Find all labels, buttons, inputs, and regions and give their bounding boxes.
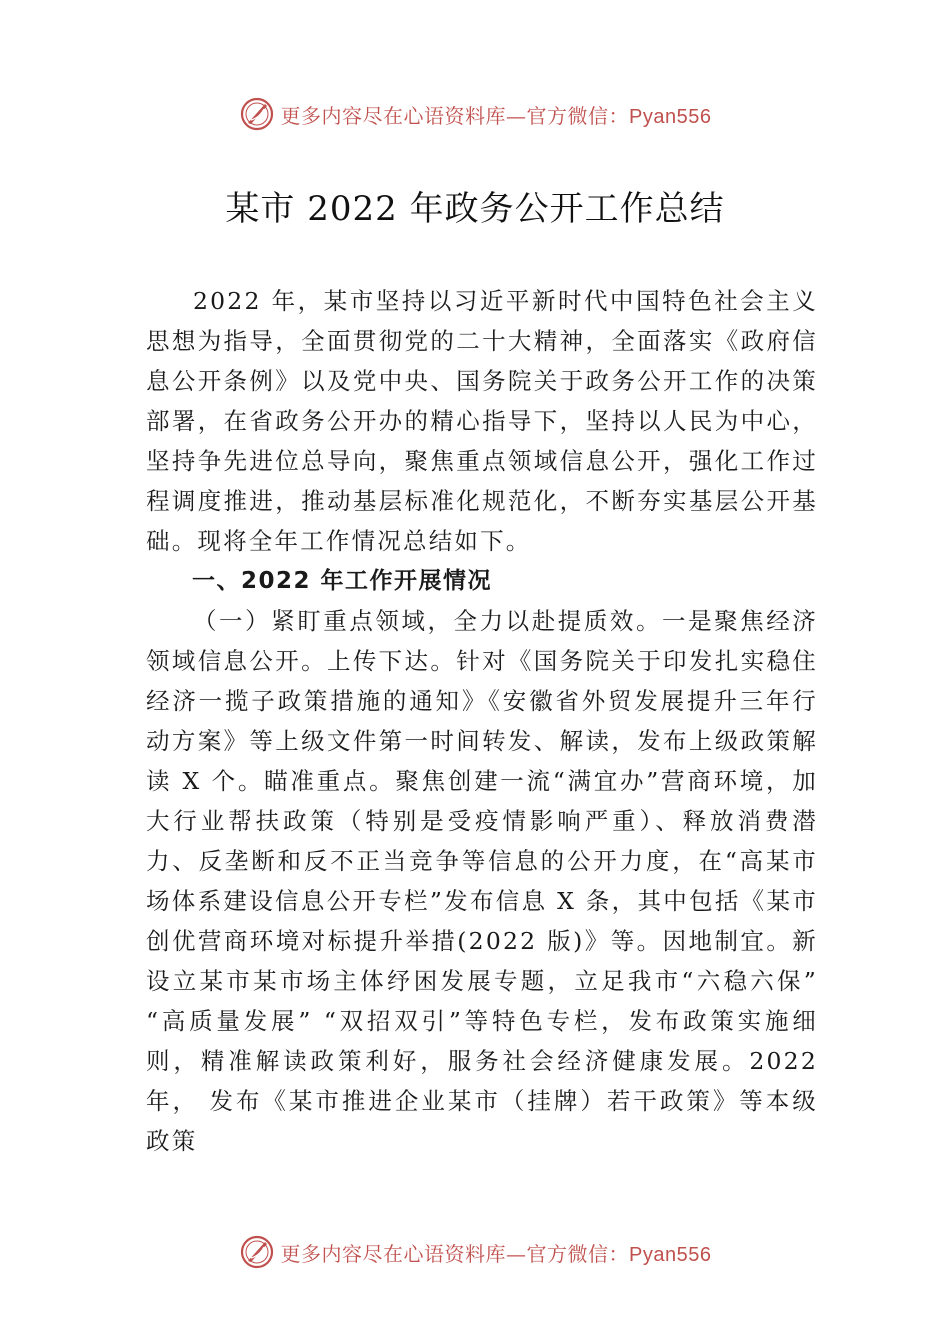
document-body <box>146 281 818 1161</box>
section-paragraph: （一）紧盯重点领域，全力以赴提质效。一是聚焦经济领域信息公开。上传下达。针对《国务院关于印发扎实稳住经济一揽子政策措施的通知》《安徽省外贸发展提升三年行动方案》等上级文件第一时间转发、解读，发布上级政策解读 X 个。瞄准重点。聚焦创建一流“满宜办”营商环境，加大行业帮扶政策（特别是受疫情影响严重）、释放消费潜力、反垄断和反不正当竞争等信息的公开力度，在“高某市场体系建设信息公开专栏”发布信息 X 条，其中包括《某市创优营商环境对标提升举措(2022 版)》等。因地制宜。新设立某市某市场主体纾困发展专题，立足我市“六稳六保” “高质量发展” “双招双引”等特色专栏，发布政策实施细则，精准解读政策利好，服务社会经济健康发展。2022 年， 发布《某市推进企业某市（挂牌）若干政策》等本级政策 <box>146 607 818 1155</box>
banner-text-cn: 更多内容尽在心语资料库—官方微信： <box>280 103 630 128</box>
banner-text <box>281 1238 712 1267</box>
wechat-id: Pyan556 <box>629 1243 712 1266</box>
quill-logo-icon <box>239 96 275 132</box>
header-banner <box>0 94 950 134</box>
banner-text <box>281 100 712 129</box>
footer-banner <box>0 1232 950 1272</box>
intro-paragraph: 2022 年，某市坚持以习近平新时代中国特色社会主义思想为指导，全面贯彻党的二十大精神，全面落实《政府信息公开条例》以及党中央、国务院关于政务公开工作的决策部署，在省政务公开办的精心指导下，坚持以人民为中心， 坚持争先进位总导向，聚焦重点领域信息公开，强化工作过程调度推进，推动基层标准化规范化，不断夯实基层公开基础。现将全年工作情况总结如下。 <box>146 287 818 555</box>
wechat-id: Pyan556 <box>629 105 712 128</box>
quill-logo-icon <box>239 1234 275 1270</box>
banner-text-cn: 更多内容尽在心语资料库—官方微信： <box>280 1241 630 1266</box>
section-heading: 一、2022 年工作开展情况 <box>192 568 493 594</box>
document-title: 某市 2022 年政务公开工作总结 <box>225 189 725 229</box>
